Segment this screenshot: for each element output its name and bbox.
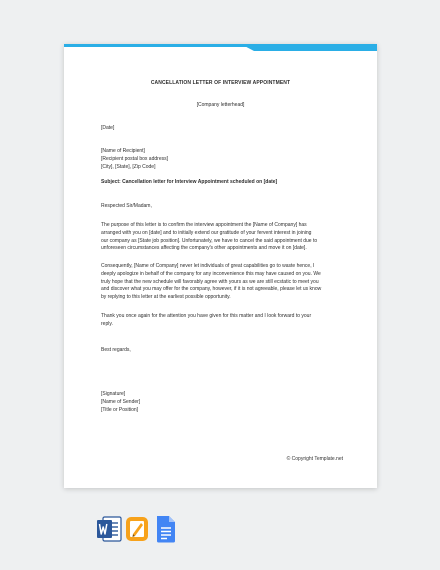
subject-line: Subject: Cancellation letter for Interview Appointment scheduled on [date]	[101, 179, 278, 185]
signature: [Signature]	[101, 391, 126, 397]
word-icon[interactable]	[96, 514, 122, 549]
recipient-name: [Name of Recipient]	[101, 148, 145, 154]
sender-name: [Name of Sender]	[101, 398, 141, 405]
copyright-notice: © Copyright Template.net	[286, 456, 343, 462]
signature-block	[101, 391, 341, 414]
company-letterhead: [Company letterhead]	[196, 102, 245, 108]
letter-page	[64, 44, 377, 488]
paragraph-3: Thank you once again for the attention you have given for this matter and I look forward to your reply.	[101, 313, 312, 327]
letter-title: CANCELLATION LETTER OF INTERVIEW APPOINTMENT	[150, 80, 291, 86]
date-line: [Date]	[101, 125, 115, 131]
recipient-postal: [Recipient postal box address]	[101, 155, 168, 162]
pages-icon[interactable]	[124, 514, 150, 549]
google-docs-icon[interactable]	[152, 514, 178, 549]
header-accent-stripe-light	[64, 47, 254, 51]
app-icons-row	[96, 514, 336, 546]
paragraph-1: The purpose of this letter is to confirm the interview appointment the [Name of Company] has arranged with you on [date] and to initially extend our gratitude of your fervent interest in joining our company as [State job position]. Unfortunately, we have to cancel the said appointment due to unforeseen circumstances affecting the company's other appointments and move it on [date].	[101, 222, 318, 252]
sender-title: [Title or Position]	[101, 406, 139, 413]
salutation: Respected Sir/Madam,	[101, 203, 152, 209]
closing: Best regards,	[101, 347, 131, 353]
recipient-city: [City], [State], [Zip Code]	[101, 163, 156, 170]
paragraph-2: Consequently, [Name of Company] never let individuals of great capabilities go to waste hence, I deeply apologize in behalf of the company for any inconvenience this may have caused on you. We truly hope that the new schedule will favorably agree with yours as we are still ecstatic to meet you and discover what you may offer for the company, however, if it is not agreeable, please let us know by replying to this letter at the earliest possible opportunity.	[101, 263, 322, 301]
recipient-address	[101, 148, 341, 171]
